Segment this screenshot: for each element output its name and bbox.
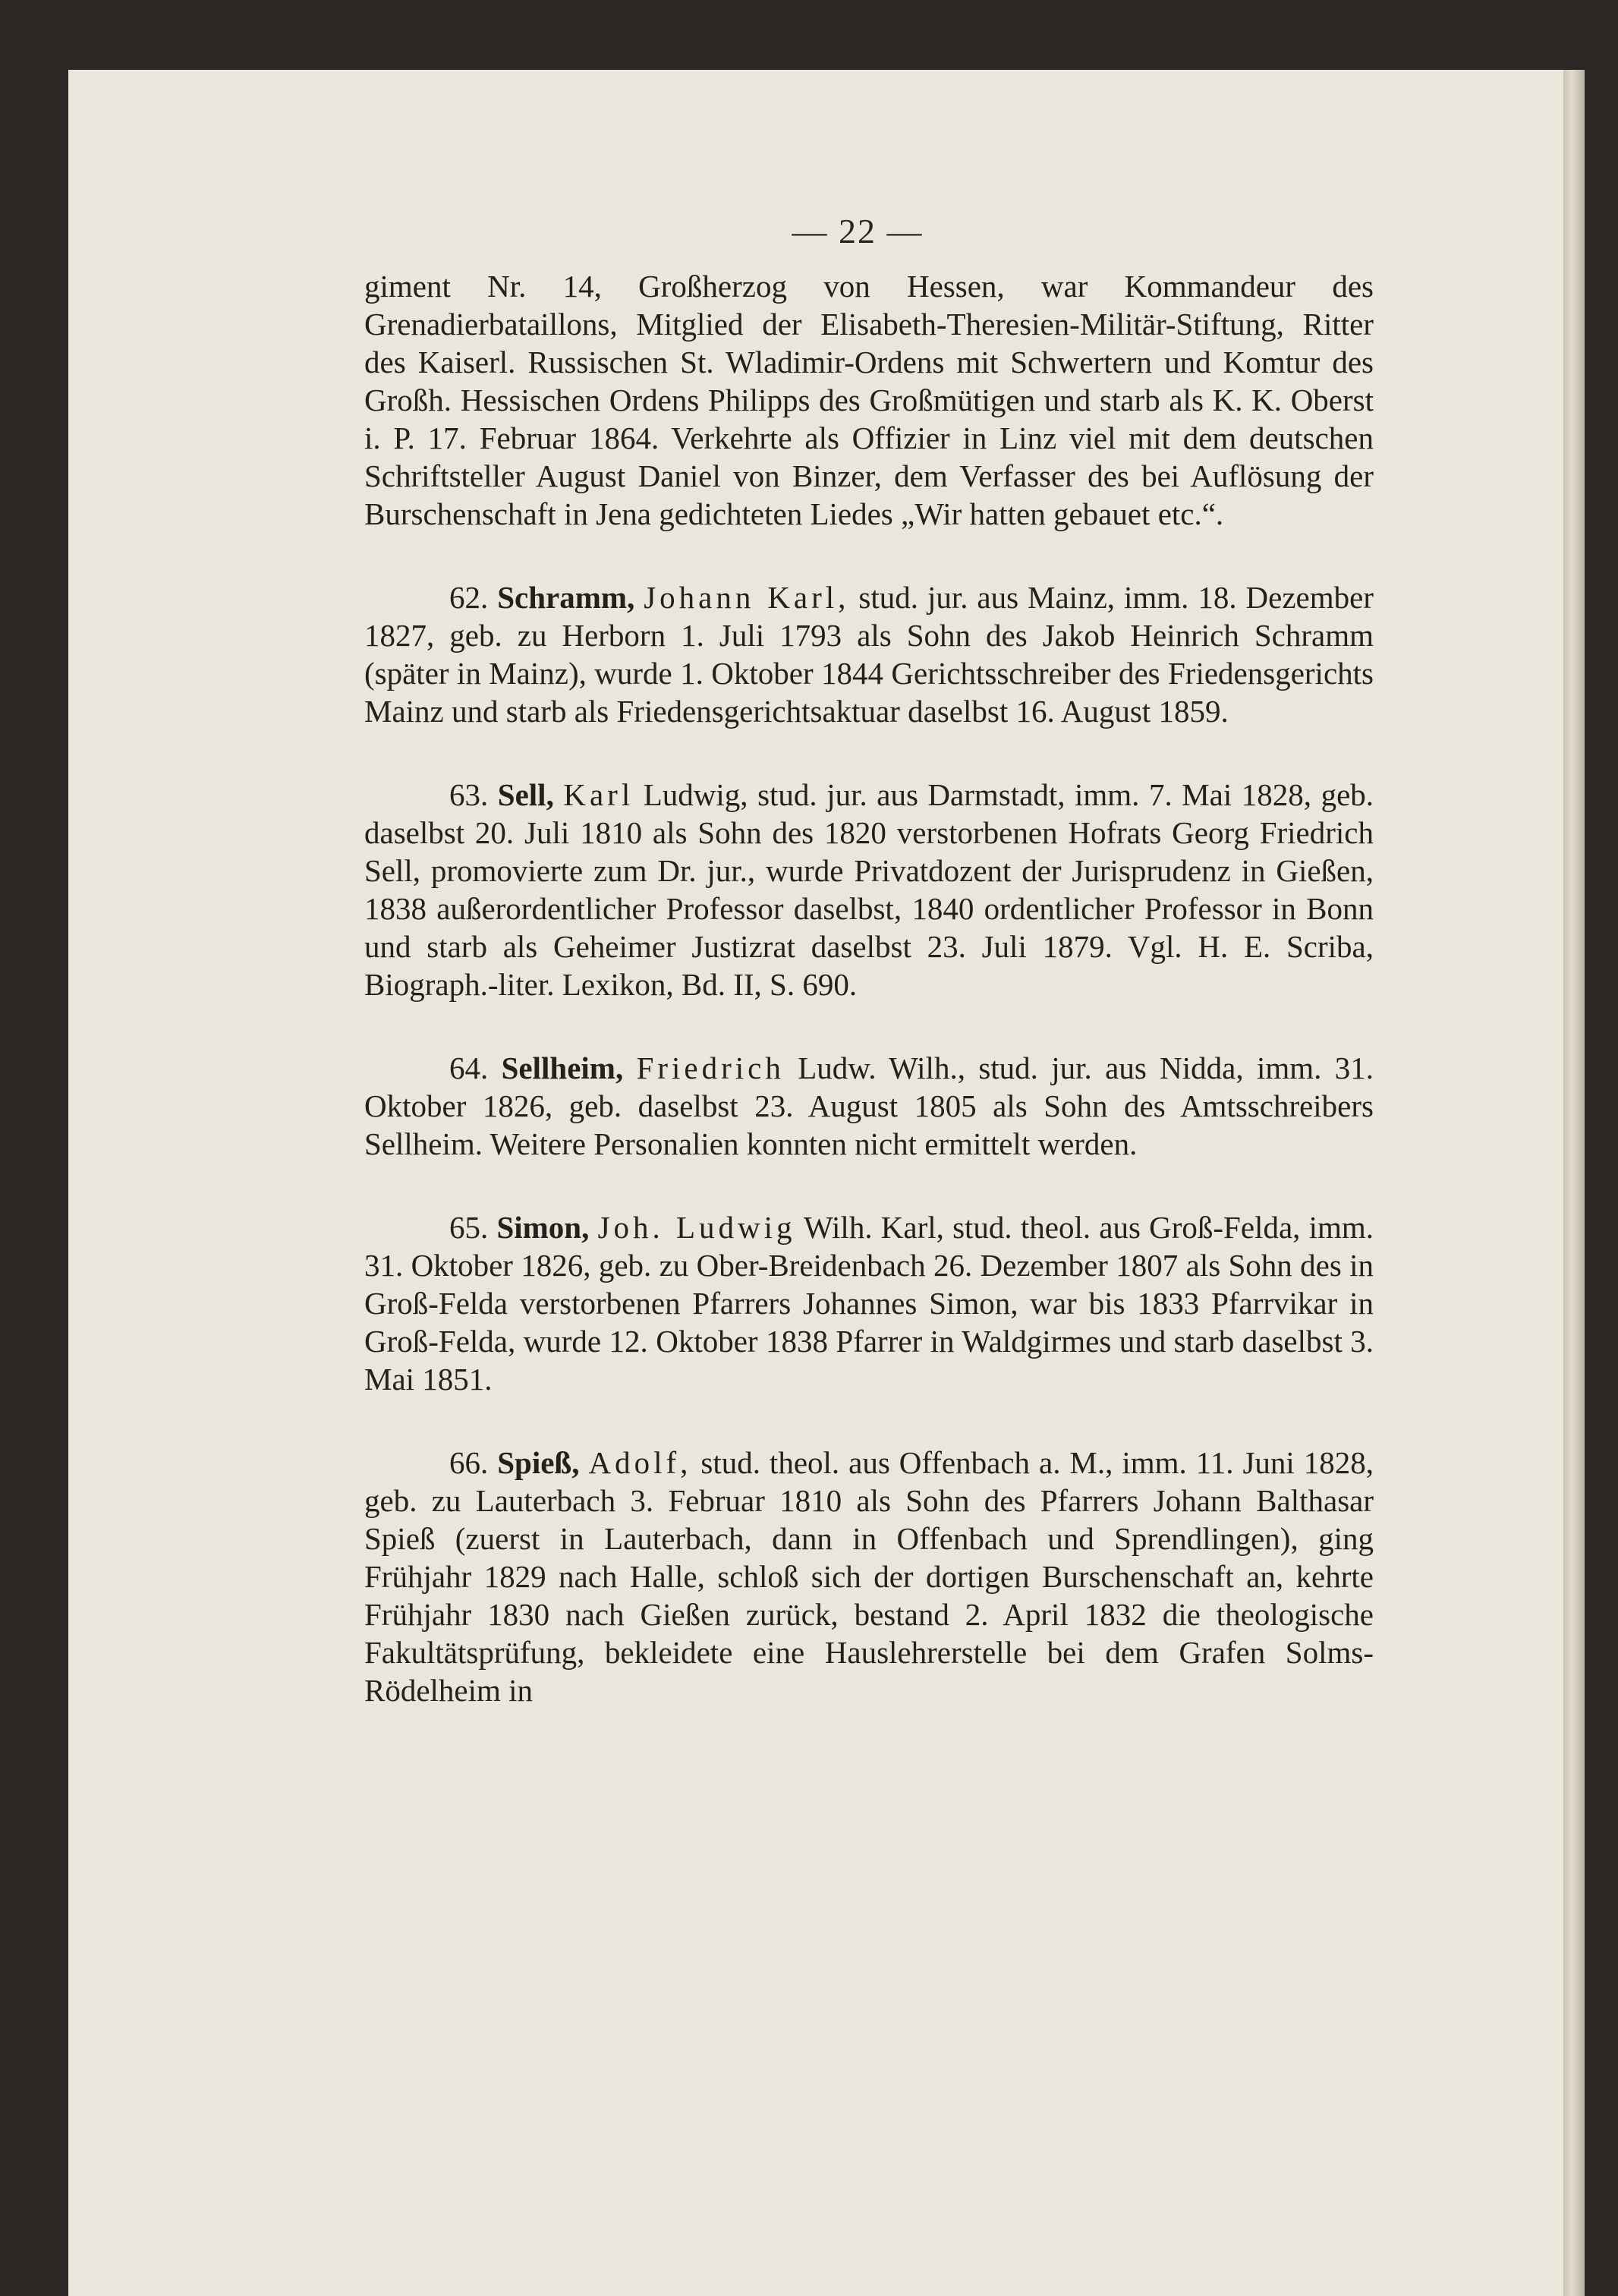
entry-given-name: Friedrich (636, 1050, 785, 1085)
entry-given-name: Johann Karl, (644, 580, 850, 615)
text-block (364, 267, 1374, 1755)
entry-text: Wilh. Karl, stud. theol. aus Groß-Felda, imm. 31. Oktober 1826, geb. zu Ober-Breidenbach 26. Dezember 1807 als Sohn des in Groß-Felda verstorbenen Pfarrers Johannes Simon, war bis 1833 Pfarrvikar in Groß-Felda, wurde 12. Oktober 1838 Pfarrer in Waldgirmes und starb daselbst 3. Mai 1851. (364, 1210, 1374, 1397)
entry-surname: Sell, (497, 777, 554, 812)
entry-number: 65. (449, 1210, 489, 1245)
page-edge (1563, 70, 1585, 2296)
entry-given-name: Adolf, (588, 1445, 692, 1480)
entry-number: 64. (449, 1050, 489, 1085)
entry-text: stud. jur. aus Mainz, imm. 18. Dezember 1827, geb. zu Herborn 1. Juli 1793 als Sohn des Jakob Heinrich Schramm (später in Mainz), wurde 1. Oktober 1844 Gerichtsschreiber des Friedensgerichts Mainz und starb als Friedensgerichtsaktuar daselbst 16. August 1859. (364, 580, 1374, 729)
entry-63 (364, 776, 1374, 1003)
entry-given-name: Karl (563, 777, 634, 812)
entry-66 (364, 1444, 1374, 1709)
entry-surname: Sellheim, (501, 1050, 624, 1085)
entry-text: stud. theol. aus Offenbach a. M., imm. 11. Juni 1828, geb. zu Lauterbach 3. Februar 1810 als Sohn des Pfarrers Johann Balthasar Spieß (zuerst in Lauterbach, dann in Offenbach und Sprendlingen), ging Frühjahr 1829 nach Halle, schloß sich der dortigen Burschenschaft an, kehrte Frühjahr 1830 nach Gießen zurück, bestand 2. April 1832 die theologische Fakultätsprüfung, bekleidete eine Hauslehrerstelle bei dem Grafen Solms-Rödelheim in (364, 1445, 1374, 1708)
entry-64 (364, 1049, 1374, 1163)
entry-surname: Simon, (496, 1210, 590, 1245)
entry-given-name: Joh. Ludwig (597, 1210, 796, 1245)
entry-number: 63. (449, 777, 489, 812)
entry-text: Ludwig, stud. jur. aus Darmstadt, imm. 7. Mai 1828, geb. daselbst 20. Juli 1810 als Sohn des 1820 verstorbenen Hofrats Georg Friedrich Sell, promovierte zum Dr. jur., wurde Privatdozent der Jurisprudenz in Gießen, 1838 außerordentlicher Professor daselbst, 1840 ordentlicher Professor in Bonn und starb als Geheimer Justizrat daselbst 23. Juli 1879. Vgl. H. E. Scriba, Biograph.-liter. Lexikon, Bd. II, S. 690. (364, 777, 1374, 1002)
entry-62 (364, 578, 1374, 730)
entry-surname: Spieß, (497, 1445, 580, 1480)
entry-number: 66. (449, 1445, 489, 1480)
entry-text: Ludw. Wilh., stud. jur. aus Nidda, imm. 31. Oktober 1826, geb. daselbst 23. August 1805 als Sohn des Amtsschreibers Sellheim. Weitere Personalien konnten nicht ermittelt werden. (364, 1050, 1374, 1161)
entry-number: 62. (449, 580, 489, 615)
continuation-paragraph: giment Nr. 14, Großherzog von Hessen, war Kommandeur des Grenadierbataillons, Mitglied der Elisabeth-Theresien-Militär-Stiftung, Ritter des Kaiserl. Russischen St. Wladimir-Ordens mit Schwertern und Komtur des Großh. Hessischen Ordens Philipps des Großmütigen und starb als K. K. Oberst i. P. 17. Februar 1864. Verkehrte als Offizier in Linz viel mit dem deutschen Schriftsteller August Daniel von Binzer, dem Verfasser des bei Auflösung der Burschenschaft in Jena gedichteten Liedes „Wir hatten gebauet etc.“. (364, 269, 1374, 531)
entry-65 (364, 1208, 1374, 1398)
page-number: — 22 — (792, 212, 924, 250)
entry-surname: Schramm, (497, 580, 635, 615)
